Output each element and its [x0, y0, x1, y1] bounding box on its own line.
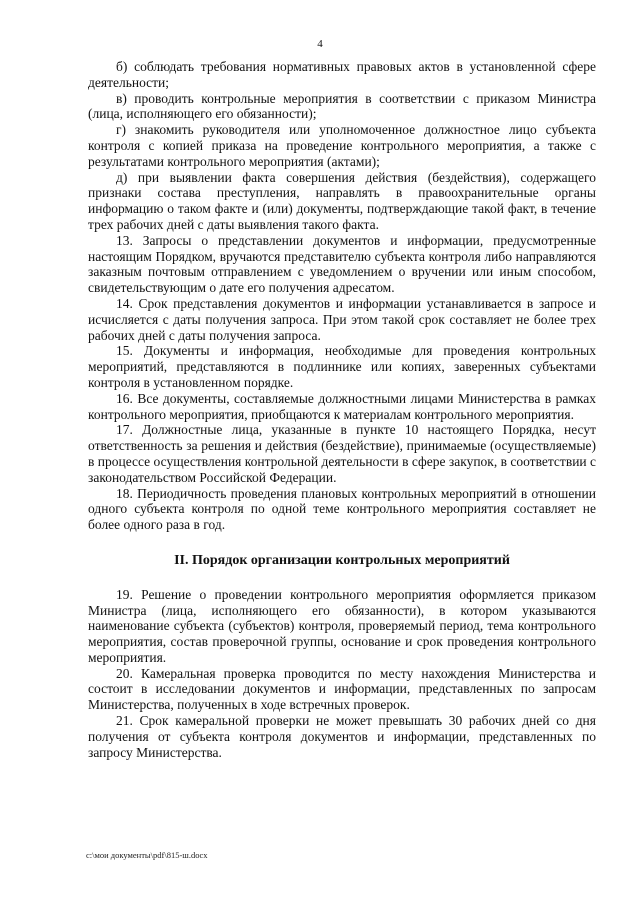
paragraph-17: 17. Должностные лица, указанные в пункте 10 настоящего Порядка, несут ответственность за решения и действия (бездействие), принимаемые (осуществляемые) в процессе осуществления контрольной деятельности в сфере закупок, в соответствии с законодательством Российской Федерации.	[88, 422, 597, 485]
paragraph-g: г) знакомить руководителя или уполномоченное должностное лицо субъекта контроля с копией приказа на проведение контрольного мероприятия, а также с результатами контрольного мероприятия (актами);	[88, 122, 596, 169]
paragraph-14: 14. Срок представления документов и информации устанавливается в запросе и исчисляется с даты получения запроса. При этом такой срок составляет не более трех рабочих дней с даты получения запроса.	[88, 295, 596, 343]
paragraph-18: 18. Периодичность проведения плановых контрольных мероприятий в отношении одного субъекта контроля по одной теме контрольного мероприятия составляет не более одного раза в год.	[88, 485, 596, 533]
page-number: 4	[317, 38, 323, 50]
paragraph-d: д) при выявлении факта совершения действия (бездействия), содержащего признаки состава преступления, направлять в правоохранительные органы информацию о таком факте и (или) документы, подтверждающие такой факт, в течение трех рабочих дней с даты выявления такого факта.	[88, 169, 596, 232]
paragraph-v: в) проводить контрольные мероприятия в соответствии с приказом Министра (лица, исполняющего его обязанности);	[88, 90, 596, 122]
footer-file-path: c:\мои документы\pdf\815-ш.docx	[86, 850, 208, 860]
paragraph-15: 15. Документы и информация, необходимые для проведения контрольных мероприятий, представляются в подлиннике или копиях, заверенных субъектами контроля в установленном порядке.	[88, 343, 596, 390]
section-heading: II. Порядок организации контрольных мероприятий	[174, 552, 510, 568]
paragraph-b: б) соблюдать требования нормативных правовых актов в установленной сфере деятельности;	[88, 59, 596, 90]
document-body	[88, 59, 596, 760]
paragraph-21: 21. Срок камеральной проверки не может превышать 30 рабочих дней со дня получения от субъекта контроля документов и информации, представленных по запросу Министерства.	[88, 713, 596, 760]
paragraph-13: 13. Запросы о представлении документов и информации, предусмотренные настоящим Порядком, вручаются представителю субъекта контроля либо направляются заказным почтовым отправлением с уведомлением о вручении или иным способом, свидетельствующим о дате его получения адресатом.	[88, 232, 596, 296]
paragraph-16: 16. Все документы, составляемые должностными лицами Министерства в рамках контрольного мероприятия, приобщаются к материалам контрольного мероприятия.	[88, 390, 596, 422]
paragraph-20: 20. Камеральная проверка проводится по месту нахождения Министерства и состоит в исследовании документов и информации, представленных по запросам Министерства, полученных в ходе встречных проверок.	[88, 665, 596, 713]
paragraph-19: 19. Решение о проведении контрольного мероприятия оформляется приказом Министра (лица, исполняющего его обязанности), в котором указываются наименование субъекта (субъектов) контроля, проверяемый период, тема контрольного мероприятия, состав проверочной группы, основание и срок проведения контрольного мероприятия.	[88, 586, 596, 665]
